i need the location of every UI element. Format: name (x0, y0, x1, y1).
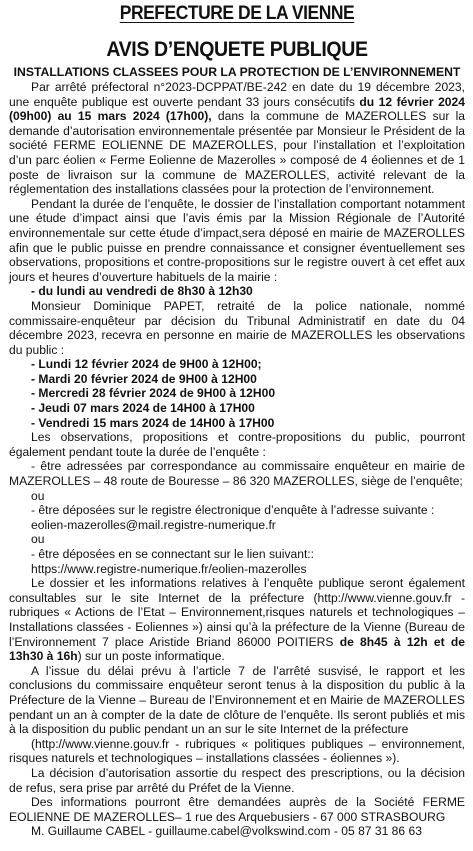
or-separator: ou (31, 488, 45, 503)
inquiry-dates: du 12 février 2024 (09h00) au 15 mars 2024 (17h00), (9, 94, 465, 124)
session-item: - Mardi 20 février 2024 de 9H00 à 12H00 (31, 371, 257, 386)
session-item: - Mercredi 28 février 2024 de 9H00 à 12H00 (31, 386, 276, 401)
notice-body (9, 80, 465, 839)
paragraph-info: Des informations pourront être demandées auprès de la Société FERME EOLIENNE DE MAZEROLLES– 1 rue des Arquebusiers - 67 000 STRASBOURG (9, 795, 465, 824)
paragraph-observations: Les observations, propositions et contre-propositions du public, pourront également pendant toute la durée de l’enquête : (9, 430, 465, 459)
paragraph-file-deposit: Pendant la durée de l’enquête, le dossier de l’installation comportant notamment une étude d’impact ainsi que l’avis émis par la Mission Régionale de l’Autorité environnementale sur cette étude d’impact,sera déposé en mairie de MAZEROLLES afin que le public puisse en prendre connaissance et consigner éventuellement ses observations, propositions et contre-propositions sur le registre ouvert à cet effet aux jours et heures d’ouverture habituels de la mairie : (9, 196, 465, 284)
session-item: - Vendredi 15 mars 2024 de 14H00 à 17H00 (31, 415, 275, 430)
registry-url-link[interactable]: https://www.registre-numerique.fr/eolien-mazerolles (31, 561, 307, 576)
session-item: - Lundi 12 février 2024 de 9H00 à 12H00; (31, 357, 262, 372)
prefecture-title: PREFECTURE DE LA VIENNE (119, 3, 355, 24)
session-item: - Jeudi 07 mars 2024 de 14H00 à 17H00 (31, 401, 255, 416)
or-separator: ou (31, 532, 45, 547)
paragraph-order: Par arrêté préfectoral n°2023-DCPPAT/BE-242 en date du 19 décembre 2023, une enquête publique est ouverte pendant 33 jours consécutifs du 12 février 2024 (09h00) au 15 mars 2024 (17h00), dans la commune de MAZEROLLES sur la demande d’autorisation environnementale présentée par Monsieur le Président de la société FERME EOLIENNE DE MAZEROLLES, pour l’installation et l’exploitation d’un parc éolien « Ferme Eolienne de Mazerolles » composé de 4 éoliennes et de 1 poste de livraison sur la commune de MAZEROLLES, activité relevant de la réglementation des installations classées pour la protection de l’environnement. (9, 80, 466, 197)
option-mail: - être adressées par correspondance au commissaire enquêteur en mairie de MAZEROLLES – 48 route de Bouresse – 86 320 MAZEROLLES, siège de l’enquête; (9, 459, 465, 489)
registry-email-link[interactable]: eolien-mazerolles@mail.registre-numerique.fr (31, 517, 276, 532)
notice-title: AVIS D’ENQUETE PUBLIQUE (106, 38, 368, 61)
contact-line: M. Guillaume CABEL - guillaume.cabel@volkswind.com - 05 87 31 86 63 (31, 824, 422, 839)
paragraph-consultation: Le dossier et les informations relatives à l’enquête publique seront également consultables sur le site Internet de la préfecture (http://www.vienne.gouv.fr - rubriques « Actions de l’Etat – Environnement,risques naturels et technologiques – Installations classées - Eoliennes ») ainsi qu’à la préfecture de la Vienne (Bureau de l’Environnement 7 place Aristide Briand 86000 POITIERS de 8h45 à 12h et de 13h30 à 16h) sur un poste informatique. (9, 576, 465, 664)
prefecture-hours: de 8h45 à 12h et de 13h30 à 16h (9, 634, 465, 664)
paragraph-decision: La décision d’autorisation assortie du respect des prescriptions, ou la décision de refus, sera prise par arrêté du Préfet de la Vienne. (9, 765, 465, 795)
paragraph-commissioner: Monsieur Dominique PAPET, retraité de la police nationale, nommé commissaire-enquêteur par décision du Tribunal Administratif en date du 04 décembre 2023, recevra en personne en mairie de MAZEROLLES les observations du public : (9, 298, 465, 357)
notice-subtitle: INSTALLATIONS CLASSEES POUR LA PROTECTION DE L’ENVIRONNEMENT (13, 65, 461, 79)
option-email-intro: - être déposées sur le registre électronique d’enquête à l’adresse suivante : (31, 503, 435, 518)
option-online-intro: - être déposées en se connectant sur le lien suivant:: (31, 547, 315, 561)
paragraph-report: A l’issue du délai prévu à l’article 7 de l’arrêté susvisé, le rapport et les conclusions du commissaire enquêteur seront tenus à la disposition du public à la Préfecture de la Vienne – Bureau de l’Environnement et en Mairie de MAZEROLLES pendant un an à compter de la date de clôture de l’enquête. Ils seront publiés et mis à la disposition du public pendant un an sur le site Internet de la préfecture (9, 663, 465, 737)
paragraph-website: (http://www.vienne.gouv.fr - rubriques « politiques publiques – environnement, risques naturels et technologiques – installations classées - éoliennes »). (9, 736, 465, 766)
town-hall-hours: - du lundi au vendredi de 8h30 à 12h30 (31, 284, 253, 299)
